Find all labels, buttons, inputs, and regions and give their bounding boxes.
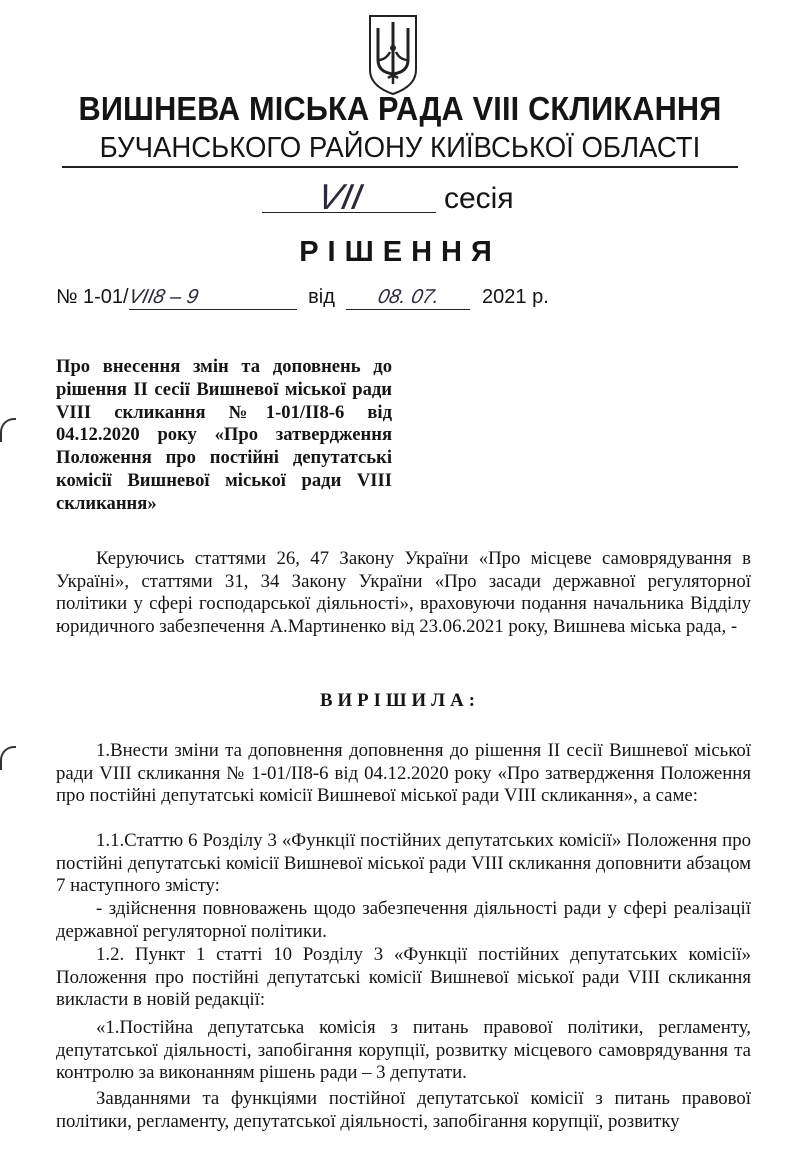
resolution-heading: ВИРІШИЛА: (320, 690, 480, 711)
scan-margin-mark (0, 418, 16, 442)
decision-date-prefix: від (308, 286, 335, 308)
paragraph-tasks: Завданнями та функціями постійної депутатської комісії з питань правової політики, регламенту, депутатської діяльності, запобігання корупції, розвитку (56, 1088, 751, 1132)
council-name: ВИШНЕВА МІСЬКА РАДА VIII СКЛИКАННЯ (78, 90, 722, 127)
scan-margin-mark (0, 746, 16, 770)
paragraph-1: 1.Внести зміни та доповнення доповнення до рішення ІІ сесії Вишневої міської ради VIII скликання № 1-01/ІІ8-6 від 04.12.2020 року «Про затвердження Положення про постійні депутатські комісії Вишневої міської ради VIII скликання», а саме: (56, 740, 751, 806)
paragraph-quote: «1.Постійна депутатська комісія з питань правової політики, регламенту, депутатської діяльності, запобігання корупції, розвитку місцевого самоврядування та контролю за виконанням рішень ради – 3 депутати. (56, 1017, 751, 1083)
paragraph-1-1: 1.1.Статтю 6 Розділу 3 «Функції постійних депутатських комісії» Положення про постійні депутатські комісії Вишневої міської ради VIII скликання доповнити абзацом 7 наступного змісту: (56, 830, 751, 896)
document-title: РІШЕННЯ (299, 236, 501, 268)
decision-year: 2021 р. (482, 286, 549, 308)
trident-coat-of-arms-icon (366, 12, 420, 96)
session-underline (262, 212, 436, 213)
decision-number-line (56, 286, 549, 310)
decision-number-prefix: № 1-01/ (56, 286, 129, 308)
header-divider (62, 166, 738, 168)
paragraph-bullet: - здійснення повноважень щодо забезпечення діяльності ради у сфері реалізації державної регуляторної політики. (56, 898, 751, 942)
session-number: VII (313, 176, 367, 217)
district-name: БУЧАНСЬКОГО РАЙОНУ КИЇВСЬКОЇ ОБЛАСТІ (99, 132, 701, 164)
session-label: сесія (444, 182, 514, 215)
preamble: Керуючись статтями 26, 47 Закону України «Про місцеве самоврядування в Україні», статтями 31, 34 Закону України «Про засади державної регуляторної політики у сфері господарської діяльності», враховуючи подання начальника Відділу юридичного забезпечення А.Мартиненко від 23.06.2021 року, Вишнева міська рада, - (56, 548, 751, 637)
decision-number: VII8 – 9 (126, 286, 200, 308)
paragraph-1-2: 1.2. Пункт 1 статті 10 Розділу 3 «Функції постійних депутатських комісії» Положення про постійні депутатські комісії Вишневої міської ради VIII скликання викласти в новій редакції: (56, 944, 751, 1010)
decision-date: 08. 07. (375, 286, 442, 308)
decision-subject: Про внесення змін та доповнень до рішення ІІ сесії Вишневої міської ради VIII скликання №1-01/ІІ8-6 від 04.12.2020 року «Про затвердження Положення про постійні депутатські комісії Вишневої міської ради VIII скликання» (56, 356, 392, 514)
